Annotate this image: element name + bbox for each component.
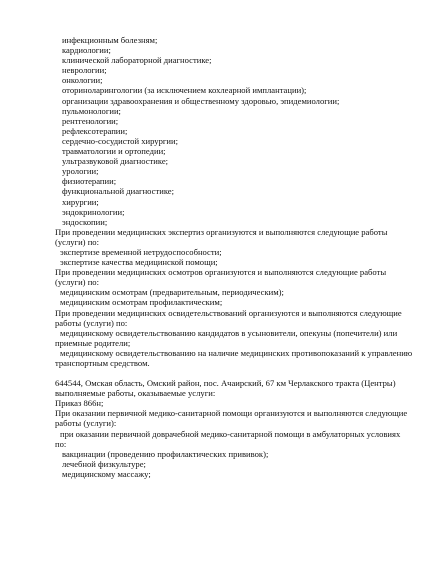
text-line: по: xyxy=(55,438,67,449)
text-line: медицинскому освидетельствованию кандидатов в усыновители, опекуны (попечители) или xyxy=(60,327,398,338)
text-line: организации здравоохранения и общественному здоровью, эпидемиологии; xyxy=(62,95,340,106)
text-line: сердечно-сосудистой хирургии; xyxy=(62,135,179,146)
text-line: медицинским осмотрам (предварительным, периодическим); xyxy=(60,287,284,298)
text-line: работы (услуги) по: xyxy=(55,317,128,328)
document-section xyxy=(0,378,430,479)
text-line: эндоскопии; xyxy=(62,216,108,227)
text-line: приемные родители; xyxy=(55,337,131,348)
text-line: функциональной диагностике; xyxy=(62,186,175,197)
text-line: 644544, Омская область, Омский район, пос. Ачаирский, 67 км Черлакского тракта (Центры) xyxy=(55,378,396,389)
text-line: при оказании первичной доврачебной медико-санитарной помощи в амбулаторных условиях xyxy=(60,428,401,439)
text-line: инфекционным болезням; xyxy=(62,35,158,45)
text-line: физиотерапии; xyxy=(62,176,117,187)
text-line: выполняемые работы, оказываемые услуги: xyxy=(55,388,216,399)
text-line: При проведении медицинских осмотров организуются и выполняются следующие работы xyxy=(55,267,387,278)
text-line: кардиологии; xyxy=(62,45,111,56)
text-line: экспертизе качества медицинской помощи; xyxy=(60,257,218,268)
text-line: медицинскому освидетельствованию на наличие медицинских противопоказаний к управлению xyxy=(60,347,413,358)
text-line: травматологии и ортопедии; xyxy=(62,146,166,157)
text-line: лечебной физкультуре; xyxy=(62,458,146,469)
text-line: работы (услуги): xyxy=(55,418,117,429)
text-line: рентгенологии; xyxy=(62,115,119,126)
section-gap xyxy=(0,368,430,378)
text-line: транспортным средством. xyxy=(55,358,150,368)
text-line: (услуги) по: xyxy=(55,236,99,247)
text-line: клинической лабораторной диагностике; xyxy=(62,55,212,66)
text-line: При проведении медицинских освидетельствований организуются и выполняются следующие xyxy=(55,307,402,318)
text-line: рефлексотерапии; xyxy=(62,125,128,136)
text-line: оториноларингологии (за исключением кохлеарной имплантации); xyxy=(62,85,307,96)
text-line: медицинскому массажу; xyxy=(62,468,151,479)
text-line: эндокринологии; xyxy=(62,206,125,217)
text-line: урологии; xyxy=(62,166,99,177)
text-line: вакцинации (проведению профилактических прививок); xyxy=(62,448,269,459)
text-line: медицинским осмотрам профилактическим; xyxy=(60,297,223,308)
text-line: неврологии; xyxy=(62,65,107,76)
text-line: При проведении медицинских экспертиз организуются и выполняются следующие работы xyxy=(55,226,388,237)
text-line: хирургии; xyxy=(62,196,99,207)
text-line: Приказ 866н; xyxy=(55,398,104,409)
text-line: При оказании первичной медико-санитарной помощи организуются и выполняются следующие xyxy=(55,408,408,419)
text-line: онкологии; xyxy=(62,75,103,86)
text-line: (услуги) по: xyxy=(55,277,99,288)
text-line: ультразвуковой диагностике; xyxy=(62,156,169,167)
text-line: экспертизе временной нетрудоспособности; xyxy=(60,246,222,257)
text-line: пульмонологии; xyxy=(62,105,121,116)
document-section xyxy=(0,35,430,368)
